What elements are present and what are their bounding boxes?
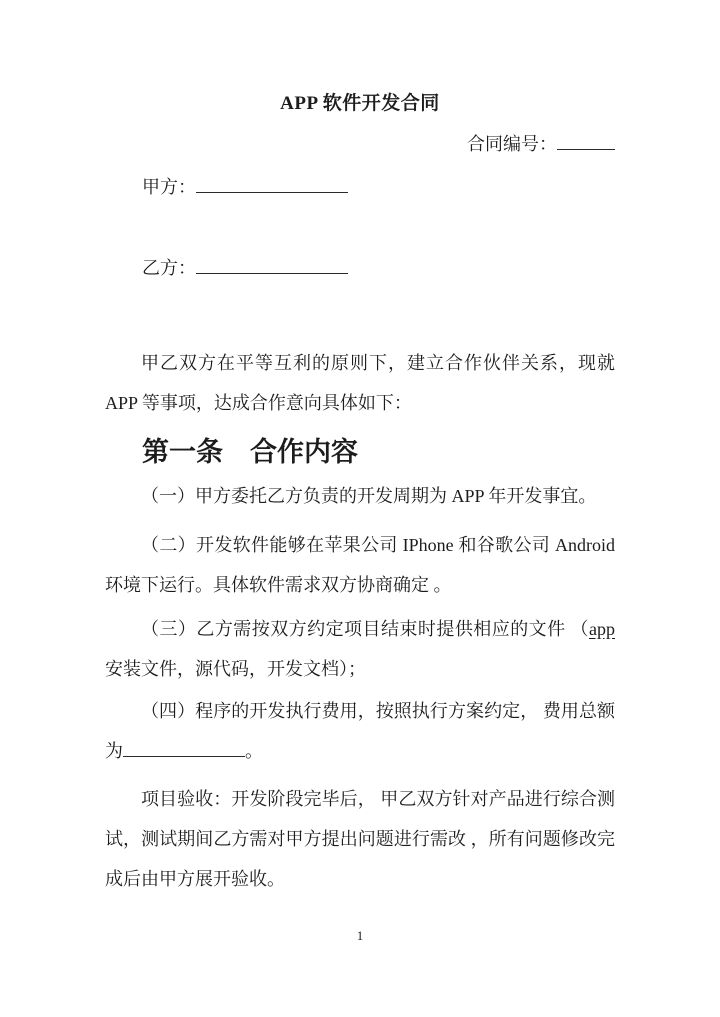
party-b-label: 乙方：: [142, 258, 196, 278]
clause-2-paragraph: （二）开发软件能够在苹果公司 IPhone 和谷歌公司 Android 环境下运行。具体软件需求双方协商确定 。: [105, 535, 615, 595]
party-a-blank: [196, 175, 348, 193]
acceptance-paragraph: 项目验收：开发阶段完毕后， 甲乙双方针对产品进行综合测试，测试期间乙方需对甲方提出问题进行需改 ，所有问题修改完成后由甲方展开验收。: [105, 789, 615, 889]
clause-4-text-prefix: （四）程序的开发执行费用，按照执行方案约定， 费用总额: [141, 701, 615, 721]
clause-4-paragraph: [105, 691, 615, 771]
clause-4-fill-label: 为: [105, 741, 123, 761]
page-number: 1: [356, 928, 364, 943]
clause-4-text-suffix: 。: [245, 741, 263, 761]
clause-3-paragraph: [105, 609, 615, 689]
document-title: APP 软件开发合同: [280, 93, 440, 114]
party-a-line: [105, 167, 615, 207]
party-a-label: 甲方：: [142, 177, 196, 197]
clause-1-paragraph: （一）甲方委托乙方负责的开发周期为 APP 年开发事宜。: [141, 486, 597, 506]
party-b-blank: [196, 256, 348, 274]
party-b-line: [105, 248, 615, 288]
intro-paragraph: 甲乙双方在平等互利的原则下，建立合作伙伴关系，现就 APP 等事项，达成合作意向具体如下：: [105, 353, 615, 413]
contract-number-label: 合同编号：: [467, 134, 557, 154]
clause-3-text-suffix: 安装文件，源代码，开发文档）；: [105, 659, 366, 679]
clause-3-underlined-term: app: [589, 619, 615, 639]
clause-3-text-prefix: （三）乙方需按双方约定项目结束时提供相应的文件 （: [141, 619, 589, 639]
fee-total-blank: [123, 739, 245, 757]
contract-number-line: [105, 124, 615, 164]
section-1-heading: 第一条 合作内容: [142, 437, 358, 467]
contract-number-blank: [557, 132, 615, 150]
